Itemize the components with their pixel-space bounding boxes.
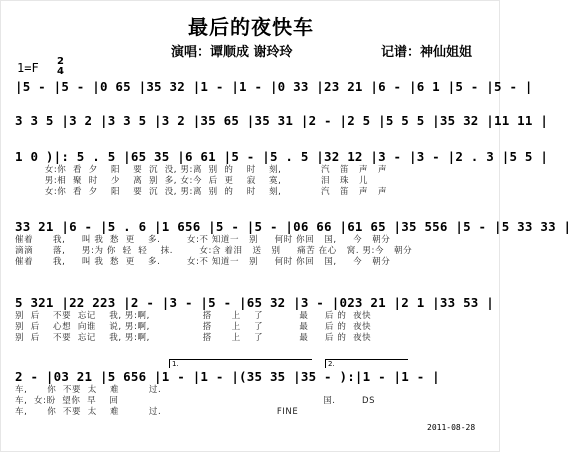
lyric-line: 滴滴 落, 男:为 你 轻 轻 抹. 女:含 着泪 送 别 痛苦 在心 窝. 男:今 朝分 — [15, 246, 413, 256]
date-stamp: 2011-08-28 — [427, 423, 476, 432]
volta-first: 1. — [169, 359, 312, 368]
scribe-credit: 记谱：神仙姐姐 — [381, 45, 473, 60]
notes-line: 33 21 |6 - |5 . 6 |1 656 |5 - |5 - |06 66 |61 65 |35 556 |5 - |5 33 33 | — [15, 219, 571, 234]
volta-second: 2. — [325, 359, 408, 368]
staff-row-6 — [15, 369, 491, 418]
lyric-line: 别 后 不要 忘记 我, 男:啊, 搭 上 了 最 后 的 夜快 — [15, 333, 372, 343]
lyric-line: 女:你 看 夕 阳 要 沉 没, 男:离 别 的 时 刻, 汽 笛 声 声 — [15, 187, 388, 197]
staff-row-4 — [15, 219, 571, 268]
meter-bottom: 4 — [57, 66, 64, 77]
staff-row-5 — [15, 295, 494, 344]
notes-line: 3 3 5 |3 2 |3 3 5 |3 2 |35 65 |35 31 |2 - |2 5 |5 5 5 |35 32 |11 11 | — [15, 113, 549, 128]
lyric-line: 车, 女:盼 望你 早 回 国. DS — [15, 396, 376, 406]
staff-row-1 — [15, 79, 533, 95]
lyric-line: 男:相 聚 时 少 离 别 多, 女:今 后 更 寂 寞, 泪 珠 儿 — [15, 176, 369, 186]
lyric-line: 别 后 不要 忘记 我, 男:啊, 搭 上 了 最 后 的 夜快 — [15, 311, 372, 321]
singer-credit: 演唱：谭顺成 谢玲玲 — [171, 45, 293, 60]
lyric-line: 催着 我, 叫 我 愁 更 多. 女:不 知道一 别 何时 你回 国, 今 朝分 — [15, 235, 391, 245]
notes-line: 1 0 )|: 5 . 5 |65 35 |6 61 |5 - |5 . 5 |32 12 |3 - |3 - |2 . 3 |5 5 | — [15, 149, 549, 164]
meter-top: 2 — [57, 56, 64, 67]
lyric-line: 别 后 心想 向谁 说, 男:啊, 搭 上 了 最 后 的 夜快 — [15, 322, 372, 332]
lyric-line: 女:你 看 夕 阳 要 沉 没, 男:离 别 的 时 刻, 汽 笛 声 声 — [15, 165, 388, 175]
lyric-line: 催着 我, 叫 我 愁 更 多. 女:不 知道一 别 何时 你回 国, 今 朝分 — [15, 257, 391, 267]
song-title: 最后的夜快车 — [188, 15, 314, 39]
lyric-line: 车, 你 不要 太 难 过. — [15, 385, 162, 395]
notes-line: 2 - |03 21 |5 656 |1 - |1 - |(35 35 |35 - ):|1 - |1 - | — [15, 369, 440, 384]
lyric-line: 车, 你 不要 太 难 过. FINE — [15, 407, 299, 417]
staff-row-2 — [15, 113, 549, 129]
time-signature — [57, 57, 64, 77]
notes-line: 5 321 |22 223 |2 - |3 - |5 - |65 32 |3 - |023 21 |2 1 |33 53 | — [15, 295, 494, 310]
notes-line: |5 - |5 - |0 65 |35 32 |1 - |1 - |0 33 |23 21 |6 - |6 1 |5 - |5 - | — [15, 79, 533, 94]
staff-row-3 — [15, 149, 549, 198]
key-signature: 1=F — [17, 61, 39, 75]
